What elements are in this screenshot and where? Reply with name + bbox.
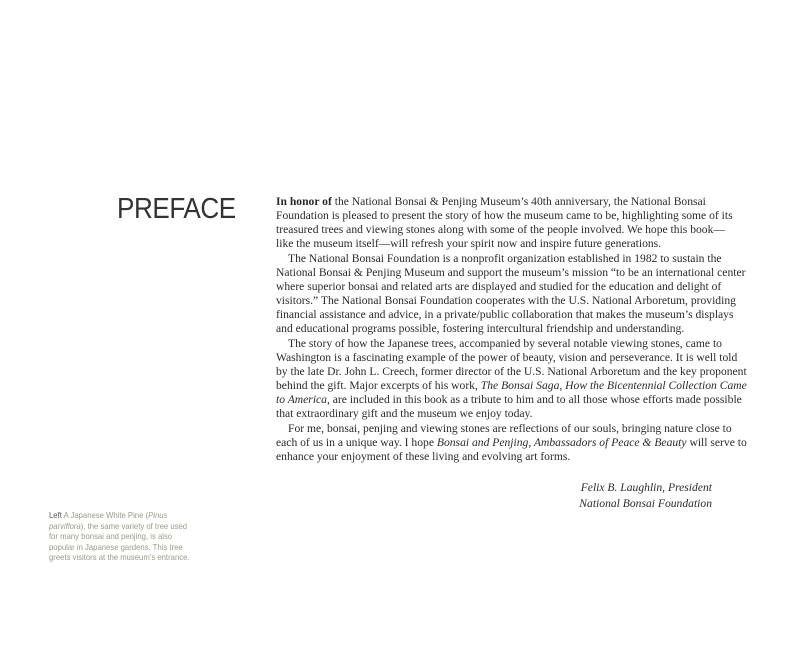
text-run: where superior bonsai and related arts are displayed and studied for the education and delight of (276, 279, 722, 293)
preface-body (276, 195, 747, 464)
text-line (276, 421, 732, 436)
text-run: behind the gift. Major excerpts of his work, (276, 379, 481, 393)
text-line (276, 364, 747, 379)
text-line (276, 279, 722, 294)
text-run: popular in Japanese gardens. This tree (49, 541, 183, 552)
text-run: and educational programs possible, fostering intercultural friendship and understanding. (276, 322, 685, 336)
text-line (276, 209, 733, 223)
text-run: that extraordinary gift and the museum we enjoy today. (276, 407, 533, 421)
text-line (276, 308, 734, 322)
signature-name: Felix B. Laughlin, President (580, 481, 712, 494)
text-line (276, 393, 742, 407)
text-run: The National Bonsai Foundation is a nonprofit organization established in 1982 to sustain the (288, 251, 722, 265)
text-run: financial assistance and advice, in a private/public collaboration that makes the museum’s displays (276, 308, 734, 322)
text-run: by the late Dr. John L. Creech, former director of the U.S. National Arboretum and the key proponent (276, 364, 747, 378)
text-run: treasured trees and viewing stones along with some of the people involved. We hope this book— (276, 223, 725, 237)
text-line (276, 322, 716, 336)
text-run: will serve to (686, 435, 747, 449)
paragraph (276, 195, 733, 252)
text-run: Washington is a fascinating example of the power of beauty, vision and perseverance. It is well told (276, 350, 738, 364)
text-line (276, 379, 747, 393)
text-line (276, 407, 716, 421)
text-run: each of us in a unique way. I hope (276, 435, 437, 449)
caption-line (49, 542, 190, 553)
text-run: For me, bonsai, penjing and viewing stones are reflections of our souls, bringing nature close to (288, 421, 732, 435)
text-run: enhance your enjoyment of these living and evolving art forms. (276, 449, 571, 463)
text-run: , are included in this book as a tribute to him and to all those whose efforts made possible (326, 393, 742, 407)
text-run: parviflora (49, 520, 81, 531)
text-line (276, 350, 738, 365)
text-line (276, 223, 725, 237)
text-line (276, 265, 746, 280)
text-run: The Bonsai Saga, How the Bicentennial Collection Came (480, 379, 747, 393)
text-line (276, 294, 736, 308)
signature-organization: National Bonsai Foundation (579, 496, 712, 510)
text-run: to America (276, 393, 327, 407)
text-line (276, 237, 716, 251)
text-run: the National Bonsai & Penjing Museum’s 40th anniversary, the National Bonsai (331, 195, 706, 208)
text-run: ), the same variety of tree used (80, 520, 188, 531)
caption-line (49, 531, 190, 542)
text-run: Foundation is pleased to present the story of how the museum came to be, highlighting some of its (276, 209, 733, 223)
text-line (276, 435, 747, 450)
text-run: visitors.” The National Bonsai Foundation cooperates with the U.S. National Arboretum, providing (276, 294, 736, 308)
paragraph (276, 336, 747, 422)
text-run: The story of how the Japanese trees, accompanied by several notable viewing stones, came to (288, 336, 722, 350)
text-line (276, 251, 722, 266)
caption-line (49, 552, 190, 563)
paragraph (276, 251, 746, 337)
text-run: In honor of (276, 195, 332, 208)
text-run: like the museum itself—will refresh your spirit now and inspire future generations. (276, 237, 662, 251)
text-run: Bonsai and Penjing, Ambassadors of Peace & Beauty (436, 435, 687, 449)
photo-caption (49, 510, 190, 563)
text-line (276, 195, 716, 209)
text-run: National Bonsai & Penjing Museum and support the museum’s mission “to be an international center (276, 265, 746, 279)
text-run: greets visitors at the museum’s entrance. (49, 552, 190, 563)
page-title: PREFACE (117, 193, 236, 225)
text-line (276, 336, 722, 351)
text-run: Pinus (148, 510, 168, 520)
caption-label: Left (49, 510, 62, 520)
caption-line (49, 521, 190, 532)
text-line (276, 450, 716, 464)
signature (579, 480, 712, 511)
text-run: A Japanese White Pine ( (61, 510, 149, 520)
caption-line (49, 510, 190, 521)
paragraph (276, 421, 747, 464)
text-run: for many bonsai and penjing, is also (49, 531, 173, 542)
